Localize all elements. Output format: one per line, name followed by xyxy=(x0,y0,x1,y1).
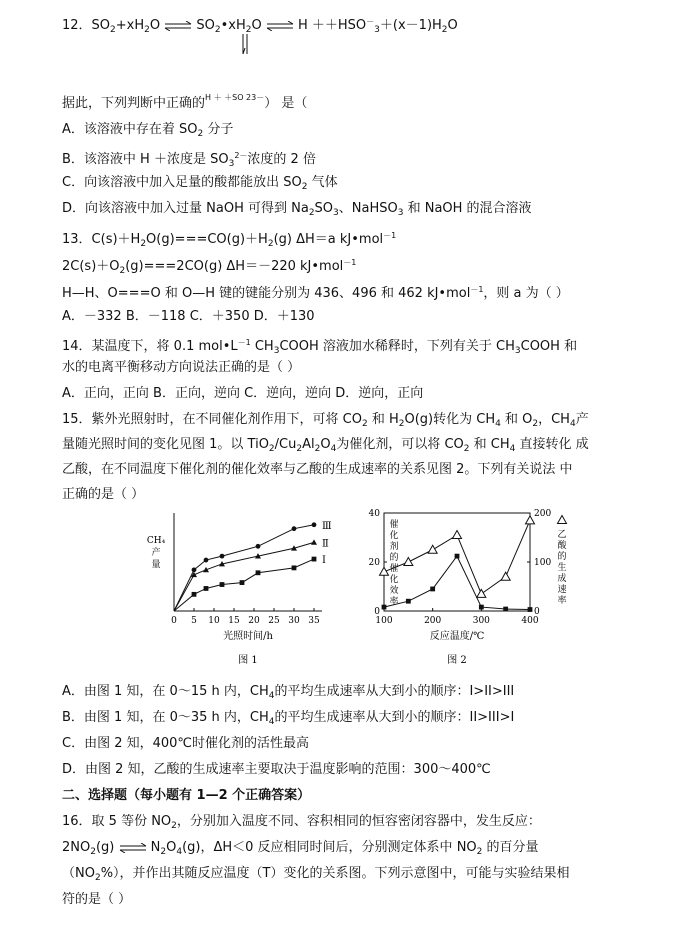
y-left-axis-label: 催化剂的催化效率 xyxy=(389,520,399,607)
q15-option-d: D．由图 2 知，乙酸的生成速率主要取决于温度影响的范围：300～400℃ xyxy=(62,762,491,777)
q15-option-c: C．由图 2 知，400℃时催化剂的活性最高 xyxy=(62,736,310,751)
data-point xyxy=(453,531,462,539)
vertical-equilibrium-arrow-icon xyxy=(240,34,250,56)
data-point xyxy=(240,580,245,585)
x-axis-label: 反应温度/℃ xyxy=(429,631,485,642)
legend-label: Ⅱ xyxy=(322,538,329,550)
q16-line2: $2NO_2(g)$ $N_2O_4(g)$，ΔH＜0 反应相同时间后，分别测定体系中 $NO_2$ 的百分量 xyxy=(62,840,539,857)
equilibrium-arrow-icon xyxy=(164,21,192,31)
x-tick-label: 100 xyxy=(375,616,393,626)
q15-line2: 量随光照时间的变化见图 1。以 $TiO_2/Cu_2Al_2O_4$为催化剂，可以将 $CO_2$ 和 $CH_4$ 直接转化 成 xyxy=(62,437,589,454)
y-right-tick-label: 200 xyxy=(534,509,552,519)
x-tick-label: 10 xyxy=(208,616,220,626)
data-point xyxy=(528,607,533,612)
q15-option-b: B．由图 1 知，在 0～35 h 内，$CH_4$的平均生成速率从大到小的顺序：II>III>I xyxy=(62,710,515,727)
data-point xyxy=(382,605,387,610)
data-point xyxy=(204,558,209,563)
q13-options: A．－332 B．－118 C．＋350 D．＋130 xyxy=(62,309,315,324)
figure-title: 图 2 xyxy=(447,655,467,666)
q12-option-b: B．该溶液中 H ＋浓度是 $SO_3^{2-}$浓度的 2 倍 xyxy=(62,151,316,169)
q15-line1: 15．紫外光照射时，在不同催化剂作用下，可将 $CO_2$ 和 $H_2O(g)$转化为 $CH_4$ 和 $O_2$，$CH_4$产 xyxy=(62,412,589,429)
data-point xyxy=(404,558,413,566)
data-point xyxy=(428,545,437,553)
y-axis-label: CH₄ 产量 xyxy=(146,536,166,570)
data-point xyxy=(204,586,209,591)
y-left-tick-label: 0 xyxy=(374,607,380,617)
y-right-tick-label: 0 xyxy=(534,607,540,617)
x-tick-label: 5 xyxy=(191,616,197,626)
data-point xyxy=(380,567,389,575)
x-tick-label: 15 xyxy=(228,616,240,626)
x-tick-label: 30 xyxy=(288,616,300,626)
x-tick-label: 200 xyxy=(424,616,442,626)
data-point xyxy=(479,605,484,610)
section-2-heading: 二、选择题（每小题有 1—2 个正确答案） xyxy=(62,788,311,803)
legend-marker xyxy=(558,516,567,524)
y-left-tick-label: 40 xyxy=(368,509,380,519)
q12-option-d: D．向该溶液中加入过量 NaOH 可得到 $Na_2SO_3$、NaHSO$_3$ 和 NaOH 的混合溶液 xyxy=(62,201,532,218)
x-axis-label: 光照时间/h xyxy=(223,631,273,642)
x-tick-label: 25 xyxy=(268,616,280,626)
y-left-tick-label: 20 xyxy=(368,558,380,568)
data-point xyxy=(477,589,486,597)
q14-line1: 14．某温度下，将 0.1 $mol•L^{-1}$ $CH_3COOH$ 溶液加水稀释时，下列有关于 $CH_3COOH$ 和 xyxy=(62,338,578,356)
data-point xyxy=(256,570,261,575)
q13-line2: $2C(s)+O_2(g)===2CO(g)$ ΔH＝－220 kJ•mol$^{-1}$ xyxy=(62,258,357,276)
x-tick-label: 35 xyxy=(308,616,320,626)
data-point xyxy=(256,544,261,549)
y-right-tick-label: 100 xyxy=(534,558,552,568)
q14-options: A．正向，正向 B．正向，逆向 C．逆向，逆向 D．逆向，正向 xyxy=(62,386,424,401)
figure-2-chart xyxy=(348,505,573,673)
data-point xyxy=(220,582,225,587)
q14-line2: 水的电离平衡移动方向说法正确的是（ ） xyxy=(62,360,301,375)
legend-label: Ⅲ xyxy=(322,520,332,532)
figure-title: 图 1 xyxy=(238,655,258,666)
data-point xyxy=(503,607,508,612)
q13-line1: 13．$C(s)+H_2O(g)===CO(g)+H_2(g)$ ΔH＝a kJ•mol$^{-1}$ xyxy=(62,231,397,249)
data-point xyxy=(312,557,317,562)
legend-label: Ⅰ xyxy=(322,555,326,567)
data-point xyxy=(406,599,411,604)
x-tick-label: 400 xyxy=(521,616,539,626)
data-point xyxy=(220,554,225,559)
data-point xyxy=(501,572,510,580)
data-point xyxy=(292,526,297,531)
data-point xyxy=(455,554,460,559)
q12-option-c: C．向该溶液中加入足量的酸都能放出 $SO_2$ 气体 xyxy=(62,175,338,192)
data-point xyxy=(292,565,297,570)
equilibrium-arrow-icon xyxy=(266,21,294,31)
y-right-axis-label: 乙酸的生成速率 xyxy=(557,530,567,606)
q12-option-a: A．该溶液中存在着 $SO_2$ 分子 xyxy=(62,122,234,139)
equilibrium-arrow-icon xyxy=(119,843,147,853)
data-point xyxy=(311,539,317,544)
data-point xyxy=(312,522,317,527)
q15-option-a: A．由图 1 知，在 0～15 h 内，$CH_4$的平均生成速率从大到小的顺序：I>II>III xyxy=(62,684,515,701)
q12-stem: 据此，下列判断中正确的$^{H + +SO 23-}$） 是（ xyxy=(62,93,308,111)
q13-line3: H—H、O===O 和 O—H 键的键能分别为 436、496 和 462 kJ•mol$^{-1}$，则 a 为（ ） xyxy=(62,285,569,301)
q12-equation: 12．$SO_2+xH_2O$ $SO_2•xH_2O$ $H ++HSO^-_3+(x-1)H_2O$ xyxy=(62,17,458,35)
data-point xyxy=(192,592,197,597)
data-point xyxy=(192,567,197,572)
q16-line4: 符的是（ ） xyxy=(62,892,132,907)
figure-1-chart xyxy=(142,505,360,673)
q15-line4: 正确的是（ ） xyxy=(62,487,145,502)
data-point xyxy=(430,587,435,592)
x-tick-label: 300 xyxy=(472,616,490,626)
q15-line3: 乙酸，在不同温度下催化剂的催化效率与乙酸的生成速率的关系见图 2。下列有关说法 中 xyxy=(62,462,573,477)
q16-line3: $(NO_2\%)$，并作出其随反应温度（T）变化的关系图。下列示意图中，可能与实验结果相 xyxy=(62,866,570,883)
x-tick-label: 0 xyxy=(171,616,177,626)
q16-line1: 16．取 5 等份 $NO_2$，分别加入温度不同、容积相同的恒容密闭容器中，发生反应： xyxy=(62,814,541,831)
x-tick-label: 20 xyxy=(248,616,260,626)
